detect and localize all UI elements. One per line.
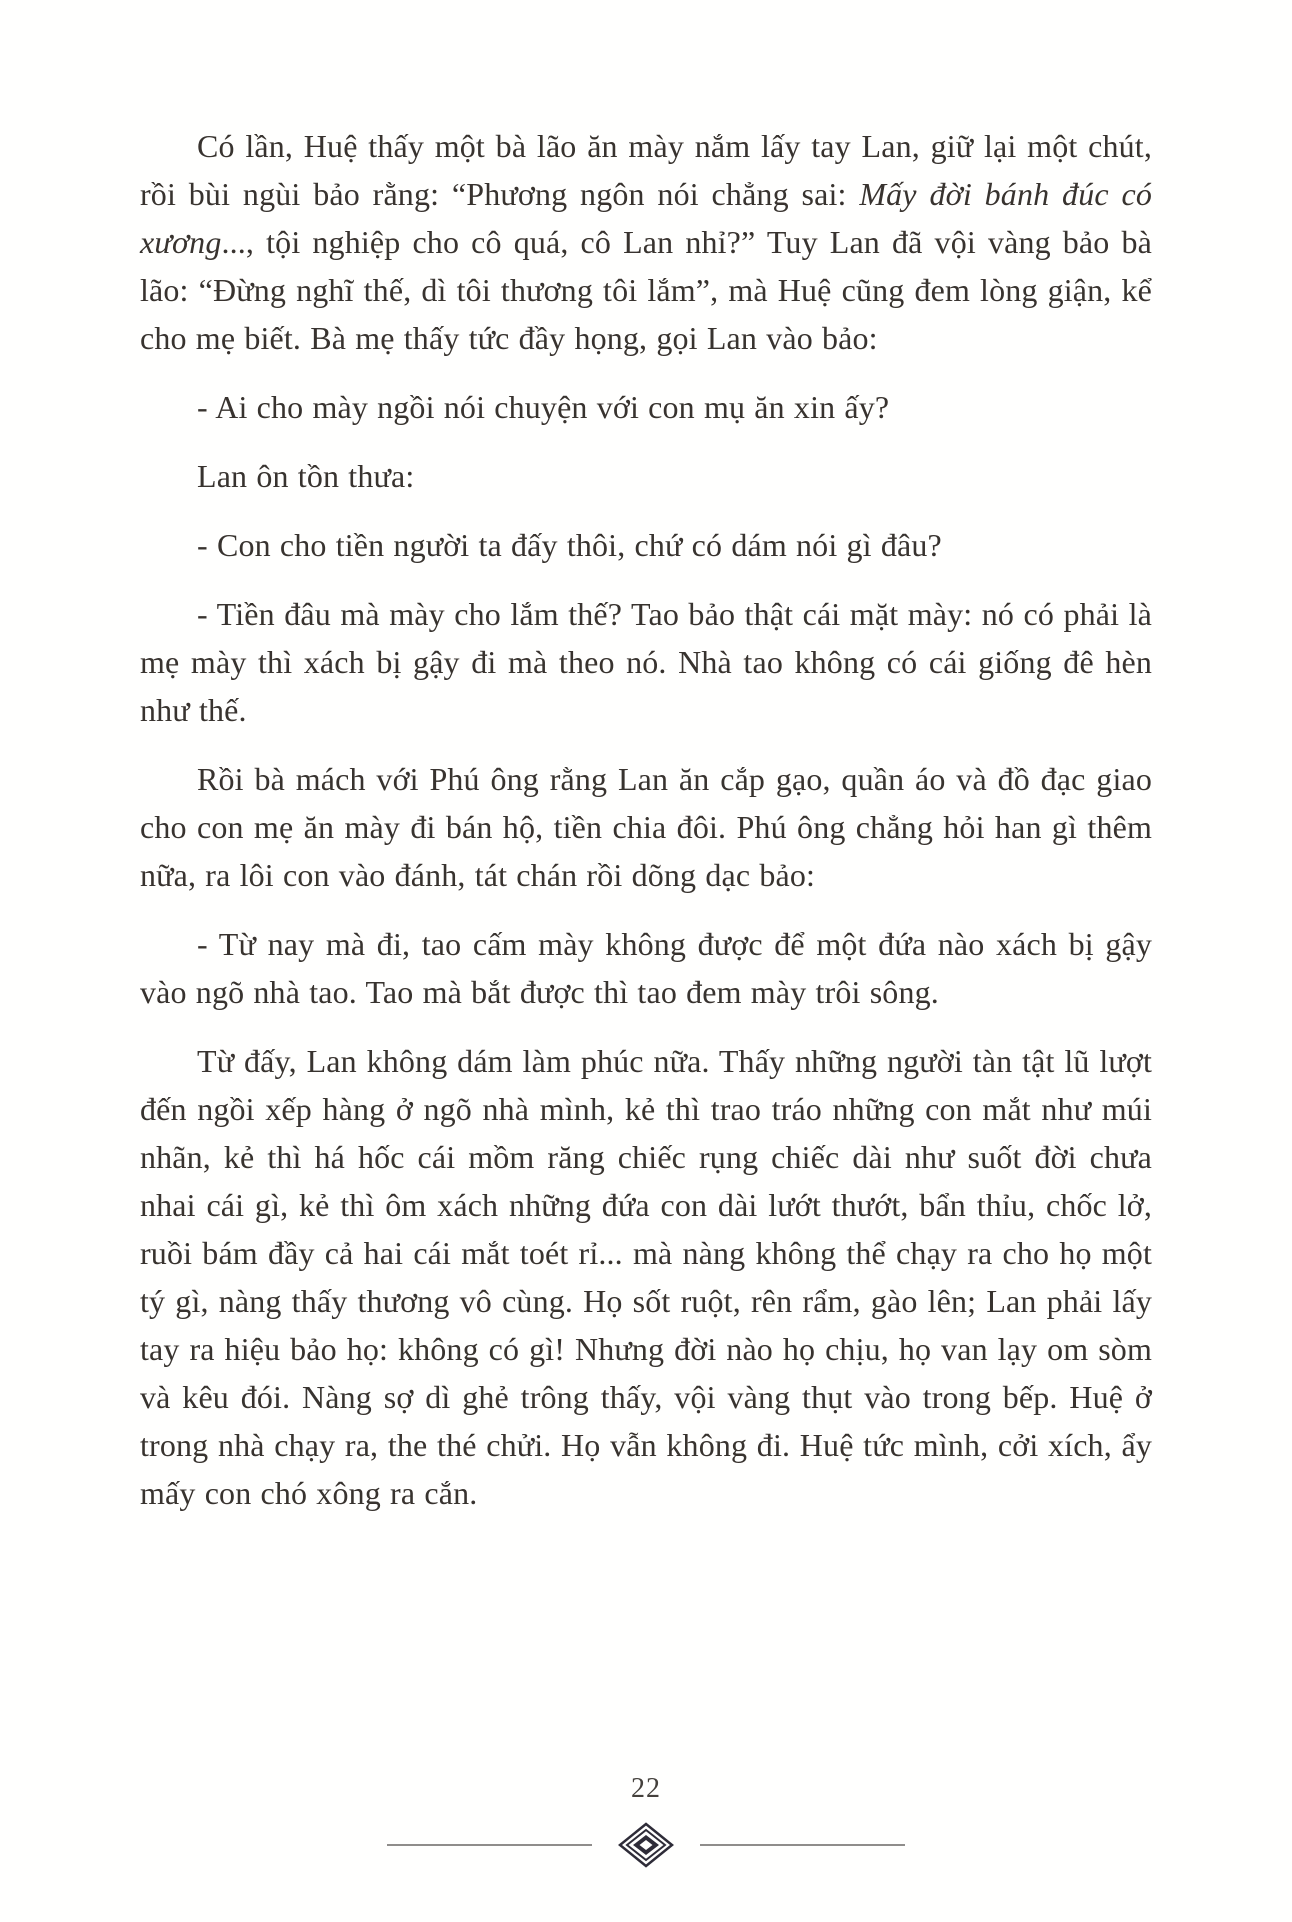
text-run: Từ đấy, Lan không dám làm phúc nữa. Thấy những người tàn tật lũ lượt đến ngồi xếp hàng ở ngõ nhà mình, kẻ thì trao tráo những con mắt như múi nhãn, kẻ thì há hốc cái mồm răng chiếc rụng chiếc dài như suốt đời chưa nhai cái gì, kẻ thì ôm xách những đứa con dài lướt thướt, bẩn thỉu, chốc lở, ruồi bám đầy cả hai cái mắt toét rỉ... mà nàng không thể chạy ra cho họ một tý gì, nàng thấy thương vô cùng. Họ sốt ruột, rên rẩm, gào lên; Lan phải lấy tay ra hiệu bảo họ: không có gì! Nhưng đời nào họ chịu, họ van lạy om sòm và kêu đói. Nàng sợ dì ghẻ trông thấy, vội vàng thụt vào trong bếp. Huệ ở trong nhà chạy ra, the thé chửi. Họ vẫn không đi. Huệ tức mình, cởi xích, ẩy mấy con chó xông ra cắn. <box>140 1043 1152 1511</box>
text-run: Lan ôn tồn thưa: <box>197 458 415 494</box>
paragraph <box>140 920 1152 1016</box>
text-run: - Từ nay mà đi, tao cấm mày không được để một đứa nào xách bị gậy vào ngõ nhà tao. Tao mà bắt được thì tao đem mày trôi sông. <box>140 926 1152 1010</box>
text-run: Rồi bà mách với Phú ông rằng Lan ăn cắp gạo, quần áo và đồ đạc giao cho con mẹ ăn mày đi bán hộ, tiền chia đôi. Phú ông chẳng hỏi han gì thêm nữa, ra lôi con vào đánh, tát chán rồi dõng dạc bảo: <box>140 761 1152 893</box>
text-run: - Tiền đâu mà mày cho lắm thế? Tao bảo thật cái mặt mày: nó có phải là mẹ mày thì xách bị gậy đi mà theo nó. Nhà tao không có cái giống đê hèn như thế. <box>140 596 1152 728</box>
footer-divider <box>0 1822 1292 1868</box>
paragraph <box>140 122 1152 362</box>
divider-line-left <box>387 1844 592 1846</box>
body-text <box>140 122 1152 1538</box>
divider-line-right <box>700 1844 905 1846</box>
diamond-ornament-icon <box>614 1822 678 1868</box>
italic-text-run: Mấy đời bánh đúc có xương <box>140 176 1152 260</box>
text-run: - Ai cho mày ngồi nói chuyện với con mụ ăn xin ấy? <box>197 389 890 425</box>
paragraph <box>140 521 1152 569</box>
page-number: 22 <box>631 1773 661 1804</box>
paragraph <box>140 383 1152 431</box>
paragraph <box>140 1037 1152 1517</box>
text-run: - Con cho tiền người ta đấy thôi, chứ có dám nói gì đâu? <box>197 527 942 563</box>
page-footer <box>0 1772 1292 1868</box>
text-run: Có lần, Huệ thấy một bà lão ăn mày nắm lấy tay Lan, giữ lại một chút, rồi bùi ngùi bảo rằng: “Phương ngôn nói chẳng sai: <box>140 128 1152 212</box>
paragraph <box>140 590 1152 734</box>
text-run: ..., tội nghiệp cho cô quá, cô Lan nhỉ?” Tuy Lan đã vội vàng bảo bà lão: “Đừng nghĩ thế, dì tôi thương tôi lắm”, mà Huệ cũng đem lòng giận, kể cho mẹ biết. Bà mẹ thấy tức đầy họng, gọi Lan vào bảo: <box>140 224 1152 356</box>
paragraph <box>140 452 1152 500</box>
paragraph <box>140 755 1152 899</box>
